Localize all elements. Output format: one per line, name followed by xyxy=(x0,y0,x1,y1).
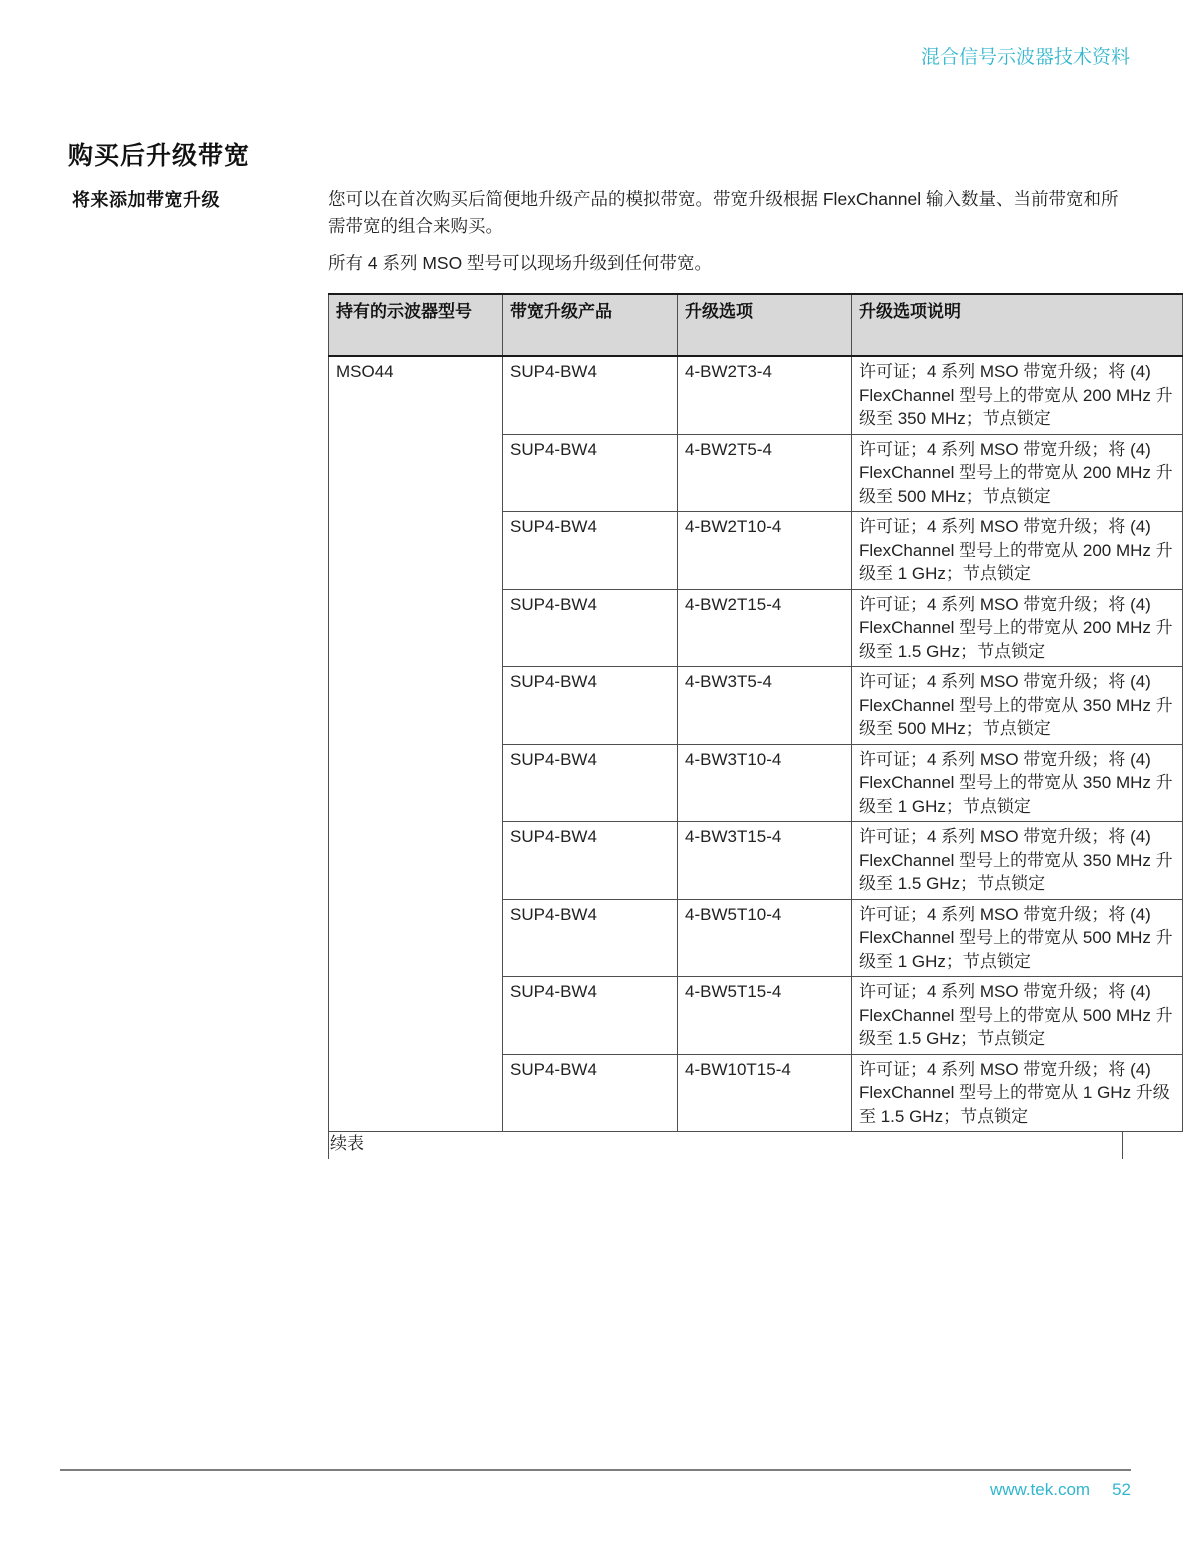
table-body xyxy=(329,356,1183,1132)
option-cell: 4-BW2T15-4 xyxy=(678,589,852,667)
table-continued-note: 续表 xyxy=(328,1132,1123,1159)
product-cell: SUP4-BW4 xyxy=(503,667,678,745)
table-header-owned-model: 持有的示波器型号 xyxy=(329,294,503,356)
option-cell: 4-BW2T10-4 xyxy=(678,512,852,590)
table-header-upgrade-option: 升级选项 xyxy=(678,294,852,356)
table-header-option-description: 升级选项说明 xyxy=(852,294,1183,356)
doc-header-title: 混合信号示波器技术资料 xyxy=(920,47,1130,68)
product-cell: SUP4-BW4 xyxy=(503,589,678,667)
page-title: 购买后升级带宽 xyxy=(68,142,251,170)
description-cell: 许可证；4 系列 MSO 带宽升级；将 (4) FlexChannel 型号上的带宽从 1 GHz 升级至 1.5 GHz；节点锁定 xyxy=(852,1054,1183,1132)
table-head xyxy=(329,294,1183,356)
description-cell: 许可证；4 系列 MSO 带宽升级；将 (4) FlexChannel 型号上的带宽从 200 MHz 升级至 500 MHz；节点锁定 xyxy=(852,434,1183,512)
option-cell: 4-BW5T15-4 xyxy=(678,977,852,1055)
intro-paragraph: 您可以在首次购买后简便地升级产品的模拟带宽。带宽升级根据 FlexChannel 输入数量、当前带宽和所需带宽的组合来购买。 xyxy=(328,189,1119,236)
page-footer xyxy=(990,1479,1131,1500)
description-cell: 许可证；4 系列 MSO 带宽升级；将 (4) FlexChannel 型号上的带宽从 350 MHz 升级至 500 MHz；节点锁定 xyxy=(852,667,1183,745)
footer-page-number: 52 xyxy=(1112,1480,1131,1499)
option-cell: 4-BW2T3-4 xyxy=(678,356,852,434)
option-cell: 4-BW2T5-4 xyxy=(678,434,852,512)
option-cell: 4-BW5T10-4 xyxy=(678,899,852,977)
note-paragraph: 所有 4 系列 MSO 型号可以现场升级到任何带宽。 xyxy=(328,253,713,273)
footer-divider xyxy=(60,1469,1131,1471)
product-cell: SUP4-BW4 xyxy=(503,512,678,590)
footer-url-text[interactable]: www.tek.com xyxy=(989,1480,1091,1499)
bandwidth-upgrade-table xyxy=(328,293,1183,1132)
description-cell: 许可证；4 系列 MSO 带宽升级；将 (4) FlexChannel 型号上的带宽从 200 MHz 升级至 1 GHz；节点锁定 xyxy=(852,512,1183,590)
product-cell: SUP4-BW4 xyxy=(503,899,678,977)
description-cell: 许可证；4 系列 MSO 带宽升级；将 (4) FlexChannel 型号上的带宽从 500 MHz 升级至 1.5 GHz；节点锁定 xyxy=(852,977,1183,1055)
table-header-row xyxy=(329,294,1183,356)
product-cell: SUP4-BW4 xyxy=(503,977,678,1055)
description-cell: 许可证；4 系列 MSO 带宽升级；将 (4) FlexChannel 型号上的带宽从 200 MHz 升级至 1.5 GHz；节点锁定 xyxy=(852,589,1183,667)
option-cell: 4-BW3T10-4 xyxy=(678,744,852,822)
description-cell: 许可证；4 系列 MSO 带宽升级；将 (4) FlexChannel 型号上的带宽从 200 MHz 升级至 350 MHz；节点锁定 xyxy=(852,356,1183,434)
side-heading: 将来添加带宽升级 xyxy=(72,190,220,210)
product-cell: SUP4-BW4 xyxy=(503,822,678,900)
table-row xyxy=(329,356,1183,434)
description-cell: 许可证；4 系列 MSO 带宽升级；将 (4) FlexChannel 型号上的带宽从 500 MHz 升级至 1 GHz；节点锁定 xyxy=(852,899,1183,977)
product-cell: SUP4-BW4 xyxy=(503,1054,678,1132)
product-cell: SUP4-BW4 xyxy=(503,434,678,512)
footer-url-link[interactable] xyxy=(990,1480,1090,1499)
description-cell: 许可证；4 系列 MSO 带宽升级；将 (4) FlexChannel 型号上的带宽从 350 MHz 升级至 1.5 GHz；节点锁定 xyxy=(852,822,1183,900)
product-cell: SUP4-BW4 xyxy=(503,356,678,434)
table-header-upgrade-product: 带宽升级产品 xyxy=(503,294,678,356)
product-cell: SUP4-BW4 xyxy=(503,744,678,822)
option-cell: 4-BW3T15-4 xyxy=(678,822,852,900)
model-cell: MSO44 xyxy=(329,356,503,1132)
content-column xyxy=(328,186,1173,1159)
option-cell: 4-BW3T5-4 xyxy=(678,667,852,745)
option-cell: 4-BW10T15-4 xyxy=(678,1054,852,1132)
description-cell: 许可证；4 系列 MSO 带宽升级；将 (4) FlexChannel 型号上的带宽从 350 MHz 升级至 1 GHz；节点锁定 xyxy=(852,744,1183,822)
